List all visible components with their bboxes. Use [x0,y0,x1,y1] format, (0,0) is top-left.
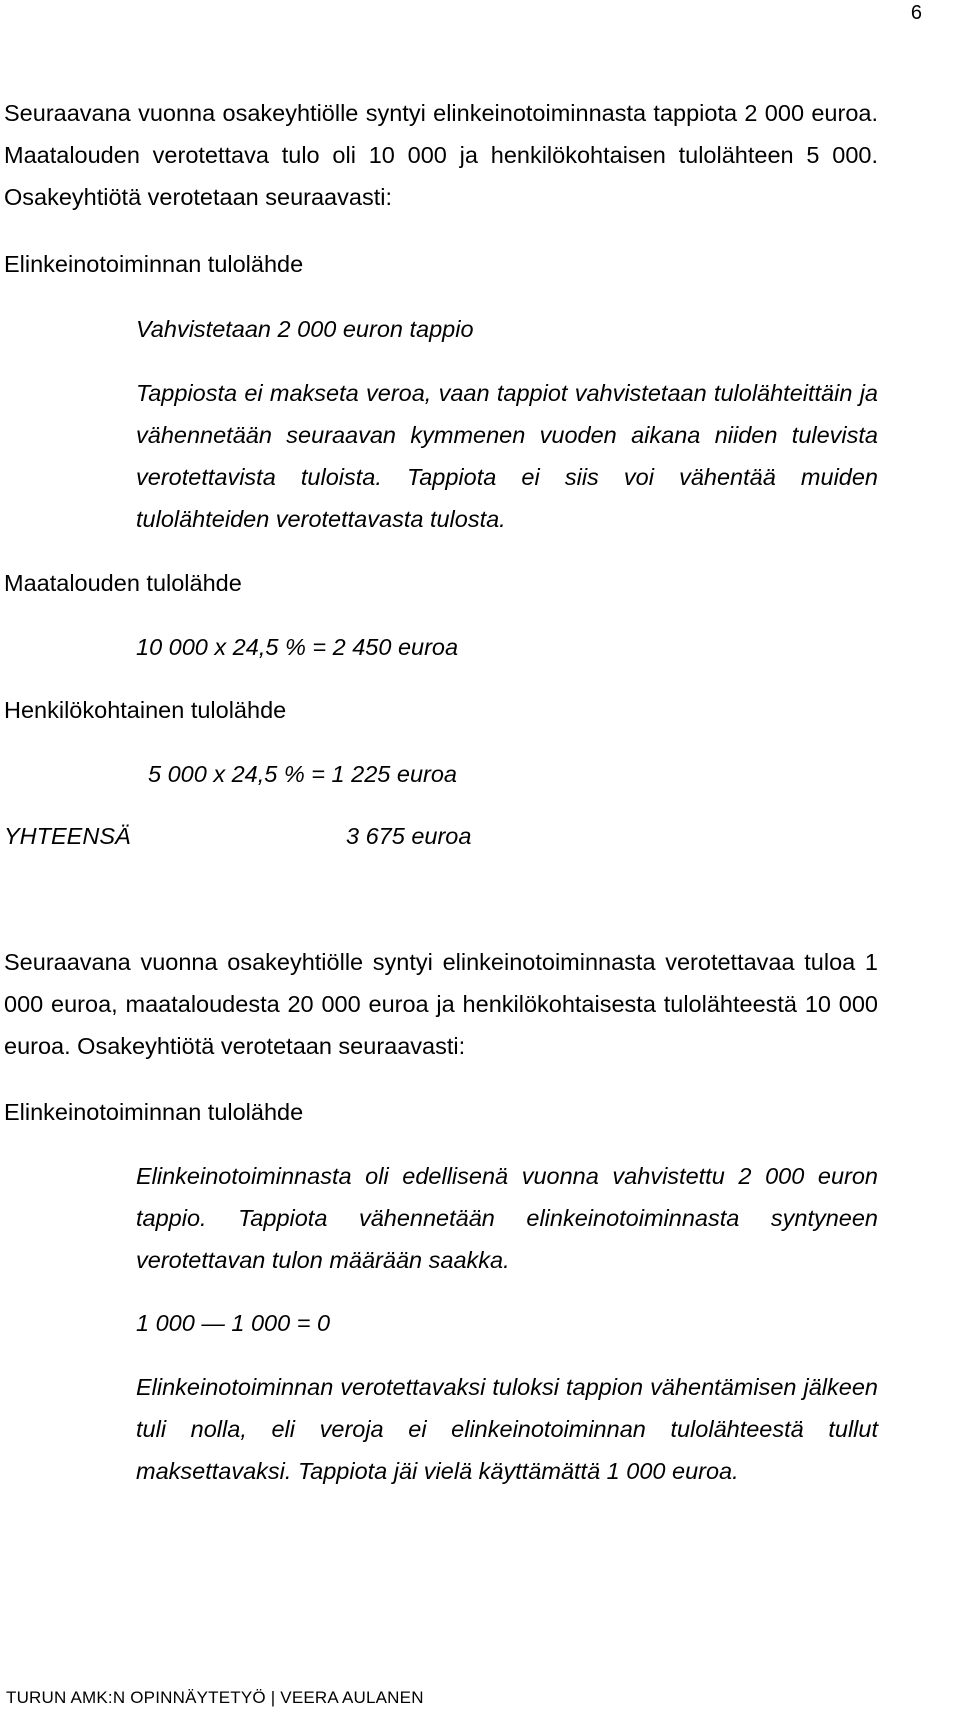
agriculture-income-heading: Maatalouden tulolähde [4,570,242,596]
total-label: YHTEENSÄ [4,823,131,849]
business-loss-line: Vahvistetaan 2 000 euron tappio [136,316,474,342]
personal-income-heading: Henkilökohtainen tulolähde [4,697,287,723]
business-income-heading-year-2: Elinkeinotoiminnan tulolähde [4,1099,304,1125]
business-loss-explanation: Tappiosta ei makseta veroa, vaan tappiot vahvistetaan tulolähteittäin ja vähennetään seuraavan kymmenen vuoden aikana niiden tulevista verotettavista tuloista. Tappiota ei siis voi vähentää muiden tulolähteiden verotettavasta tulosta. [136,380,878,532]
agriculture-tax-calculation: 10 000 x 24,5 % = 2 450 euroa [136,634,459,660]
loss-deduction-explanation: Elinkeinotoiminnasta oli edellisenä vuonna vahvistettu 2 000 euron tappio. Tappiota vähennetään elinkeinotoiminnasta syntyneen verotettavan tulon määrään saakka. [136,1163,878,1273]
personal-tax-calculation: 5 000 x 24,5 % = 1 225 euroa [148,761,457,787]
loss-deduction-calculation: 1 000 — 1 000 = 0 [136,1310,331,1336]
page-number: 6 [910,2,922,24]
loss-deduction-result: Elinkeinotoiminnan verotettavaksi tuloksi tappion vähentämisen jälkeen tuli nolla, eli veroja ei elinkeinotoiminnan tulolähteestä tullut maksettavaksi. Tappiota jäi vielä käyttämättä 1 000 euroa. [136,1374,878,1484]
intro-paragraph-year-1: Seuraavana vuonna osakeyhtiölle syntyi elinkeinotoiminnasta tappiota 2 000 euroa. Maatalouden verotettava tulo oli 10 000 ja henkilökohtaisen tulolähteen 5 000. Osakeyhtiötä verotetaan seuraavasti: [4,100,878,210]
total-value: 3 675 euroa [346,823,472,849]
intro-paragraph-year-2: Seuraavana vuonna osakeyhtiölle syntyi elinkeinotoiminnasta verotettavaa tuloa 1 000 euroa, maataloudesta 20 000 euroa ja henkilökohtaisesta tulolähteestä 10 000 euroa. Osakeyhtiötä verotetaan seuraavasti: [4,949,878,1059]
business-income-heading: Elinkeinotoiminnan tulolähde [4,251,304,277]
page-footer: TURUN AMK:N OPINNÄYTETYÖ | VEERA AULANEN [6,1688,424,1707]
